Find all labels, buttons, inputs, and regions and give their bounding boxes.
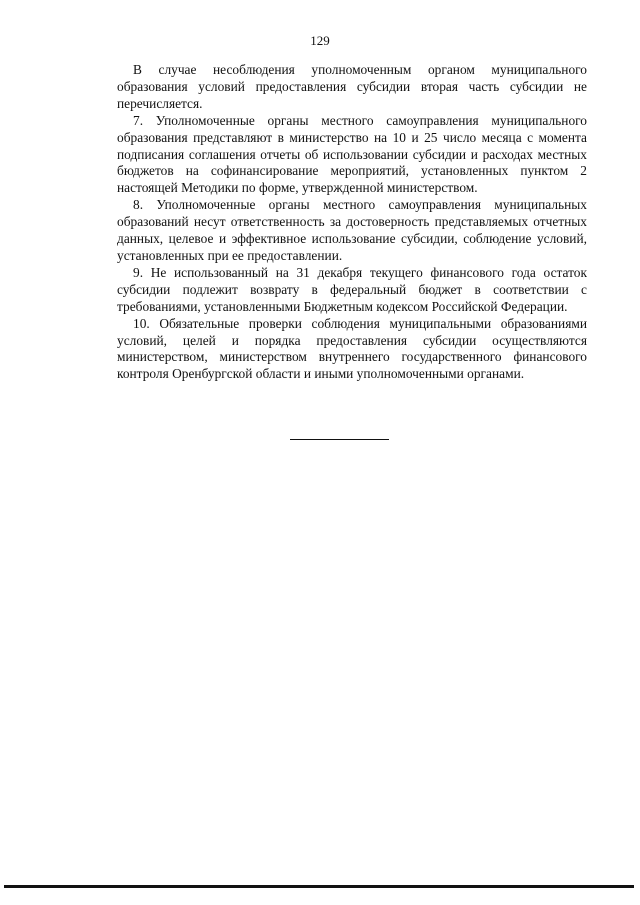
paragraph-7-reports: 7. Уполномоченные органы местного самоуправления муниципального образования представляют в министерство на 10 и 25 число месяца с момента подписания соглашения отчеты об использовании субсидии и расходах местных бюджетов на софинансирование мероприятий, установленных пунктом 2 настоящей Методики по форме, утвержденной министерством. <box>117 112 587 196</box>
page-number: 129 <box>310 33 330 48</box>
paragraph-8-responsibility: 8. Уполномоченные органы местного самоуправления муниципальных образований несут ответственность за достоверность представляемых отчетных данных, целевое и эффективное использование субсидии, соблюдение условий, установленных при ее предоставлении. <box>117 197 587 263</box>
paragraph-subsidy-non-compliance: В случае несоблюдения уполномоченным органом муниципального образования условий предоставления субсидии вторая часть субсидии не перечисляется. <box>117 62 587 111</box>
scan-bottom-edge <box>4 885 634 888</box>
end-of-text-divider <box>290 439 389 440</box>
paragraph-10-inspections: 10. Обязательные проверки соблюдения муниципальными образованиями условий, целей и порядка предоставления субсидии осуществляются министерством, министерством внутреннего государственного финансового контроля Оренбургской области и иными уполномоченными органами. <box>117 315 587 382</box>
document-body <box>117 62 587 383</box>
paragraph-9-return: 9. Не использованный на 31 декабря текущего финансового года остаток субсидии подлежит возврату в федеральный бюджет в соответствии с требованиями, установленными Бюджетным кодексом Российской Федерации. <box>117 264 587 314</box>
